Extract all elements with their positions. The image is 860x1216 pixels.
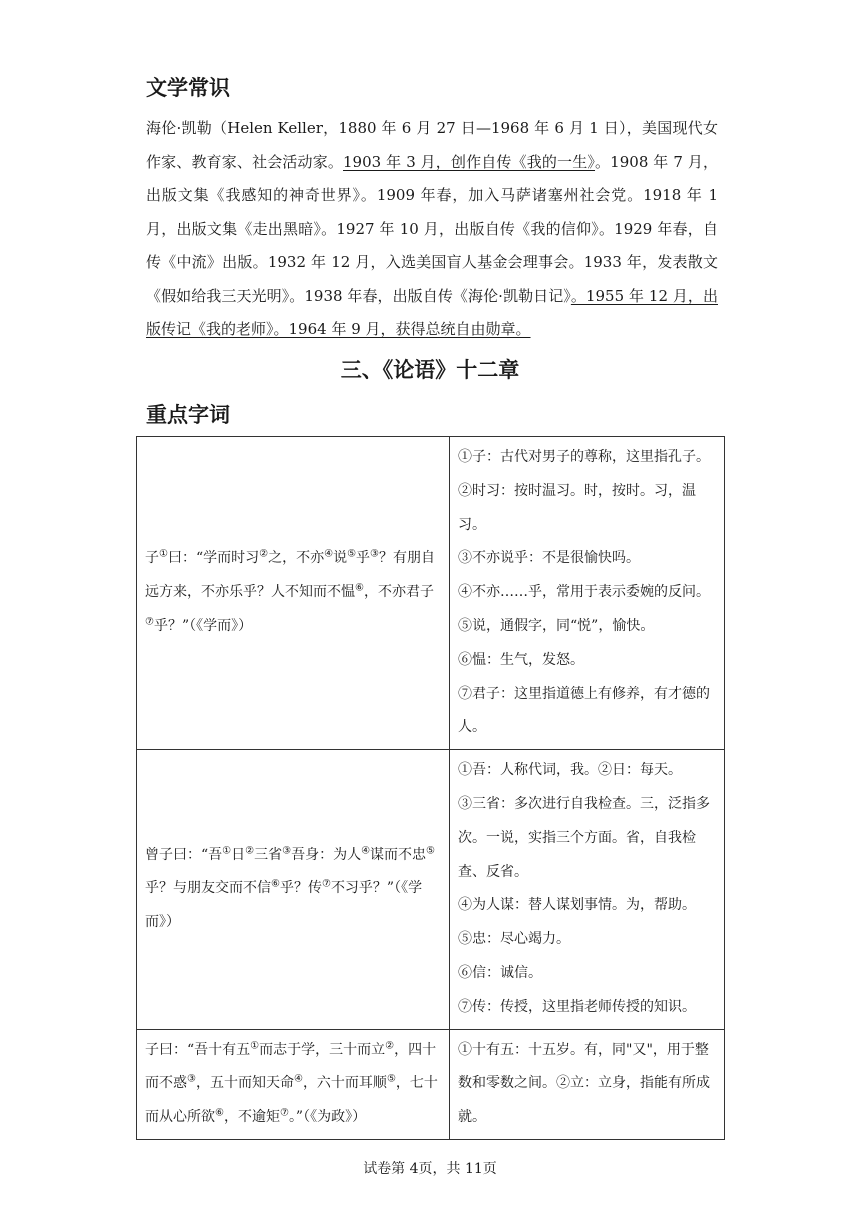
footnote-marker: ④ — [361, 845, 371, 856]
bio-text-plain: 海伦·凯勒（Helen Keller，1880 年 6 月 27 日—1968 年 6 月 1 日），美国现代女作家、教育家、社会活动家。 — [146, 119, 718, 171]
classical-text-segment: 说 — [333, 550, 348, 567]
classical-text-segment: ，五十而知天命 — [195, 1075, 294, 1092]
annotation-cell — [450, 437, 725, 750]
classical-text-segment: 子 — [145, 550, 159, 567]
classical-text-segment: 乎？”（《学而》） — [153, 617, 253, 634]
footnote-marker: ① — [159, 548, 168, 560]
classical-text-segment: ？有朋自远方来，不亦乐乎？人不知而不愠 — [145, 550, 436, 601]
classical-text-cell — [137, 750, 450, 1029]
classical-text-segment: ，四十而不惑 — [145, 1041, 437, 1092]
footnote-marker: ⑤ — [386, 1073, 396, 1085]
annotation-line: ⑦君子：这里指道德上有修养，有才德的人。 — [458, 685, 710, 736]
footnote-marker: ① — [222, 845, 232, 856]
classical-text-segment: ，不逾矩 — [223, 1109, 280, 1126]
footnote-marker: ⑤ — [426, 845, 436, 856]
classical-text-segment: 曰：“学而时习 — [167, 550, 260, 567]
annotation-line: ③不亦说乎：不是很愉快吗。 — [458, 550, 640, 567]
classical-text-segment: 三省 — [254, 846, 283, 863]
annotation-line: ③三省：多次进行自我检查。三，泛指多次。一说，实指三个方面。省，自我检查、反省。 — [458, 795, 710, 880]
classical-text-segment: 乎？传 — [279, 880, 322, 897]
annotation-cell — [450, 1029, 725, 1139]
footnote-marker: ③ — [282, 845, 292, 856]
footnote-marker: ⑦ — [321, 878, 331, 890]
annotation-line: ⑤忠：尽心竭力。 — [458, 931, 570, 948]
footnote-marker: ② — [259, 548, 269, 560]
classical-text-segment: 子曰：“吾十有五 — [145, 1041, 251, 1058]
footnote-marker: ⑥ — [355, 582, 364, 594]
classical-text-segment: 乎 — [356, 550, 371, 567]
footnote-marker: ⑤ — [347, 548, 357, 560]
footnote-marker: ④ — [293, 1073, 303, 1085]
classical-text-cell — [137, 1029, 450, 1139]
classical-text-segment: 而志于学，三十而立 — [259, 1041, 386, 1058]
annotation-line: ①十有五：十五岁。有，同"又"，用于整数和零数之间。②立：立身，指能有所成就。 — [458, 1041, 710, 1126]
classical-text-segment: ，不亦君子 — [363, 584, 434, 601]
chapter-title: 三、《论语》十二章 — [340, 357, 520, 382]
annotation-line: ①吾：人称代词，我。②日：每天。 — [458, 762, 682, 779]
annotation-line: ⑤说，通假字，同“悦”，愉快。 — [458, 617, 655, 634]
biography-paragraph — [146, 112, 718, 347]
classical-text-segment: 。”（《为政》） — [288, 1109, 367, 1126]
classical-text-segment: 不习乎？”（《学而》） — [145, 880, 423, 931]
section-title-key-words: 重点字词 — [146, 402, 230, 427]
annotation-line: ②时习：按时温习。时，按时。习，温习。 — [458, 482, 696, 533]
classical-text-segment: 谋而不忠 — [370, 846, 427, 863]
classical-text-segment: 乎？与朋友交而不信 — [145, 880, 271, 897]
footnote-marker: ③ — [370, 548, 380, 560]
classical-text-segment: 之，不亦 — [268, 550, 325, 567]
annotation-line: ⑥信：诚信。 — [458, 964, 542, 981]
footnote-marker: ⑥ — [271, 878, 280, 890]
annotation-line: ⑥愠：生气，发怒。 — [458, 651, 584, 668]
bio-text-underlined-1: 1903 年 3 月，创作自传《我的一生》 — [343, 152, 596, 171]
classical-text-cell — [137, 437, 450, 750]
table-row — [137, 437, 725, 750]
classical-text-segment: 日 — [231, 846, 246, 863]
table-row — [137, 1029, 725, 1139]
annotation-cell — [450, 750, 725, 1029]
footnote-marker: ② — [385, 1039, 395, 1051]
classical-text-segment: 吾身：为人 — [291, 846, 362, 863]
annotation-line: ①子：古代对男子的尊称，这里指孔子。 — [458, 449, 710, 465]
footnote-marker: ② — [245, 845, 255, 856]
page-footer: 试卷第 4页，共 11页 — [363, 1161, 497, 1177]
bio-text-underlined-2: 。1955 年 12 月，出版传记《我的老师》。1964 年 9 月，获得总统自由勋章。 — [146, 286, 718, 338]
annotation-line: ⑦传：传授，这里指老师传授的知识。 — [458, 998, 696, 1015]
classical-text-segment: 曾子曰：“吾 — [145, 846, 223, 863]
footnote-marker: ⑦ — [145, 616, 154, 628]
table-row — [137, 750, 725, 1029]
section-title-literary-knowledge: 文学常识 — [146, 75, 230, 100]
footnote-marker: ⑥ — [215, 1107, 224, 1119]
annotation-line: ④为人谋：替人谋划事情。为，帮助。 — [458, 897, 696, 914]
footnote-marker: ④ — [324, 548, 334, 560]
classical-text-segment: ，七十而从心所欲 — [145, 1075, 438, 1126]
vocabulary-table — [136, 436, 725, 1140]
footnote-marker: ⑦ — [279, 1107, 289, 1119]
footnote-marker: ③ — [187, 1073, 196, 1085]
classical-text-segment: ，六十而耳顺 — [302, 1075, 387, 1092]
annotation-line: ④不亦……乎，常用于表示委婉的反问。 — [458, 584, 710, 601]
footnote-marker: ① — [250, 1039, 260, 1051]
bio-text-middle: 。1908 年 7 月，出版文集《我感知的神奇世界》。1909 年春，加入马萨诸塞州社会党。1918 年 1 月，出版文集《走出黑暗》。1927 年 10 月，出版自传《我的信仰》。1929 年春，自传《中流》出版。1932 年 12 月，入选美国盲人基金会理事会。1933 年，发表散文《假如给我三天光明》。1938 年春，出版自传《海伦·凯勒日记》 — [146, 152, 718, 305]
